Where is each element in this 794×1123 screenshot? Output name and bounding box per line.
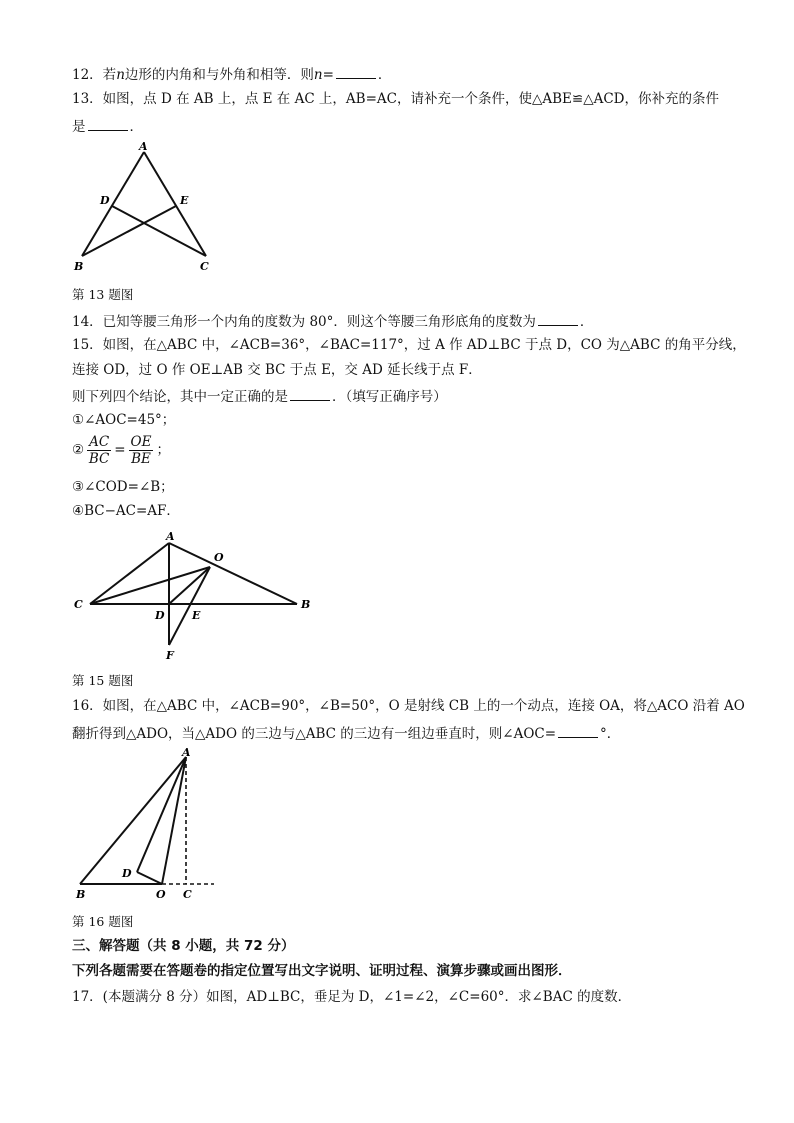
- label-F: F: [166, 649, 174, 662]
- conclusion-1: ①∠AOC=45°；: [72, 412, 176, 428]
- answer-blank: [538, 311, 578, 326]
- conclusion-3: ③∠COD=∠B；: [72, 479, 174, 495]
- figure-13-caption: 第 13 题图: [72, 287, 134, 302]
- label-B: B: [76, 888, 86, 901]
- question-15-line-2: 连接 OD，过 O 作 OE⊥AB 交 BC 于点 E，交 AD 延长线于点 F．: [72, 362, 482, 378]
- figure-13: [72, 138, 217, 278]
- label-D: D: [155, 609, 165, 622]
- label-E: E: [192, 609, 201, 622]
- question-16-line-2: 翻折得到△ADO，当△ADO 的三边与△ABC 的三边有一组边垂直时，则∠AOC= °．: [72, 723, 620, 743]
- label-A: A: [182, 746, 191, 759]
- question-14: 14．已知等腰三角形一个内角的度数为 80°．则这个等腰三角形底角的度数为 ．: [72, 311, 593, 331]
- label-D: D: [122, 867, 132, 880]
- label-D: D: [100, 194, 110, 207]
- answer-blank: [290, 386, 330, 401]
- question-15-line-1: 15．如图，在△ABC 中，∠ACB=36°，∠BAC=117°，过 A 作 AD⊥BC 于点 D，CO 为△ABC 的角平分线，: [72, 337, 746, 353]
- label-B: B: [74, 260, 84, 273]
- figure-16-caption: 第 16 题图: [72, 914, 134, 929]
- conclusion-4: ④BC−AC=AF．: [72, 503, 180, 519]
- figure-16: [72, 745, 222, 905]
- label-C: C: [74, 598, 83, 611]
- fraction-oe-be: $\frac{OE}{BE}$: [130, 434, 152, 467]
- label-E: E: [180, 194, 189, 207]
- figure-15: [72, 527, 317, 665]
- question-13-line-1: 13．如图，点 D 在 AB 上，点 E 在 AC 上，AB=AC，请补充一个条件，使△ABE≌△ACD，你补充的条件: [72, 91, 719, 107]
- label-O: O: [156, 888, 166, 901]
- question-13-line-2: 是 ．: [72, 116, 143, 136]
- figure-16-lines: [80, 757, 186, 884]
- figure-15-lines: [90, 543, 297, 645]
- label-B: B: [301, 598, 311, 611]
- section-title: 三、解答题（共 8 小题，共 72 分）: [72, 938, 295, 954]
- conclusion-2: ② $\frac{AC}{BC}$ = $\frac{OE}{BE}$ ；: [72, 434, 170, 467]
- question-17: 17．(本题满分 8 分）如图，AD⊥BC，垂足为 D，∠1=∠2，∠C=60°．求∠BAC 的度数．: [72, 989, 632, 1005]
- question-15-line-3: 则下列四个结论，其中一定正确的是 ．（填写正确序号）: [72, 386, 447, 406]
- answer-blank: [88, 116, 128, 131]
- figure-15-caption: 第 15 题图: [72, 673, 134, 688]
- label-A: A: [166, 530, 175, 543]
- answer-blank: [336, 64, 376, 79]
- question-16-line-1: 16．如图，在△ABC 中，∠ACB=90°，∠B=50°，O 是射线 CB 上的一个动点，连接 OA，将△ACO 沿着 AO: [72, 698, 745, 714]
- section-instruction: 下列各题需要在答题卷的指定位置写出文字说明、证明过程、演算步骤或画出图形．: [72, 963, 572, 979]
- fraction-ac-bc: $\frac{AC}{BC}$: [88, 434, 110, 467]
- label-A: A: [139, 140, 148, 153]
- label-C: C: [200, 260, 209, 273]
- question-12: 12．若n边形的内角和与外角和相等．则n= ．: [72, 64, 391, 84]
- label-C: C: [183, 888, 192, 901]
- label-O: O: [214, 551, 224, 564]
- answer-blank: [558, 723, 598, 738]
